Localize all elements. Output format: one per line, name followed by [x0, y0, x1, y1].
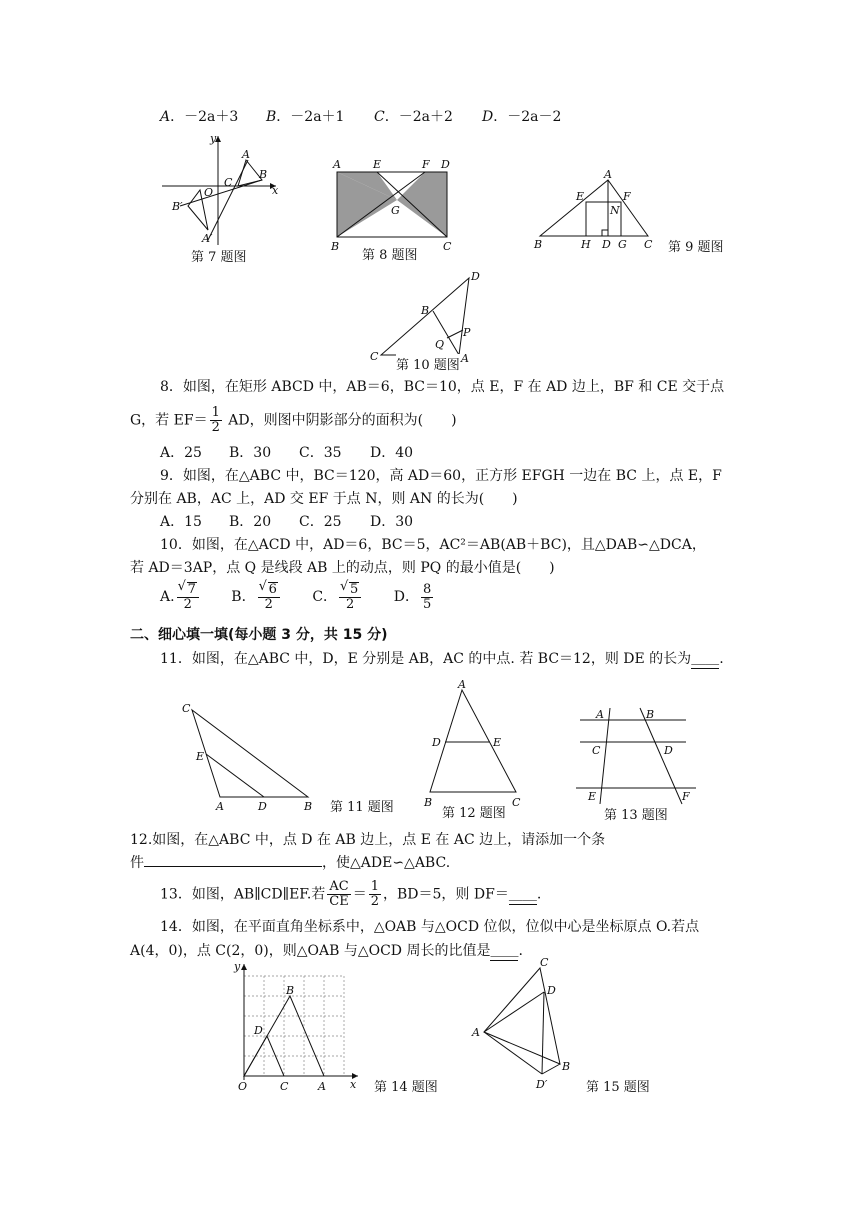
- q8-fraction: $\frac{1}{2}$: [211, 405, 220, 435]
- fig9-label: A: [604, 168, 612, 181]
- fig15-label: D′: [536, 1078, 548, 1091]
- fig14-label: A: [318, 1080, 326, 1093]
- fig7-label: A: [242, 148, 250, 161]
- figure-10: [365, 268, 490, 366]
- q12-blank: [144, 866, 322, 867]
- q8-option-a: A．25: [160, 445, 202, 461]
- fig9-caption: 第 9 题图: [668, 240, 724, 255]
- q14-blank: ＿＿: [490, 943, 519, 959]
- fig10-label: D: [471, 270, 480, 283]
- fig13-label: A: [596, 708, 604, 721]
- fig8-label: F: [422, 158, 430, 171]
- fig11-label: E: [196, 750, 205, 763]
- q9-option-c: C．25: [299, 514, 342, 530]
- q7-option-d: D．－2a－2: [482, 109, 562, 125]
- q14-line1: 14．如图，在平面直角坐标系中，△OAB 与△OCD 位似，位似中心是坐标原点 O.若点: [160, 919, 700, 935]
- fig10-label: C: [370, 350, 379, 363]
- q14-line2: A(4，0)，点 C(2，0)，则△OAB 与△OCD 周长的比值是＿＿.: [130, 943, 523, 959]
- fig8-label: G: [391, 204, 400, 217]
- q13-fraction-ac-ce: $\frac{AC}{CE}$: [329, 879, 349, 909]
- q10-line1: 10．如图，在△ACD 中，AD＝6，BC＝5，AC²＝AB(AB＋BC)，且△DAB∽△DCA，: [160, 537, 706, 553]
- fig10-caption: 第 10 题图: [396, 354, 460, 373]
- fig7-label: x: [272, 184, 279, 197]
- figure-13: [570, 700, 705, 810]
- fig7-label: B′: [172, 200, 183, 213]
- fig14-label: C: [280, 1080, 289, 1093]
- q12-line2: 件 ，使△ADE∽△ABC.: [130, 855, 451, 871]
- fig7-label: A′: [202, 232, 213, 245]
- fig7-label: B: [259, 168, 268, 181]
- fig8-label: B: [331, 240, 340, 253]
- q13-fraction-half: $\frac{1}{2}$: [370, 879, 380, 909]
- q7-option-c: C．－2a＋2: [374, 109, 453, 125]
- fig7-caption: 第 7 题图: [191, 250, 247, 265]
- figure-12: [420, 678, 530, 813]
- fig9-label: H: [581, 238, 591, 251]
- fig13-label: B: [646, 708, 655, 721]
- fig7-label: O: [204, 186, 214, 199]
- fig14-label: y: [234, 960, 241, 973]
- fig9-label: C: [644, 238, 653, 251]
- fig13-label: E: [588, 790, 597, 803]
- fig8-label: D: [441, 158, 450, 171]
- fig11-caption: 第 11 题图: [330, 800, 394, 815]
- fig15-caption: 第 15 题图: [586, 1080, 650, 1095]
- fig7-label: y: [210, 132, 217, 145]
- fig14-label: D: [254, 1024, 263, 1037]
- fig14-label: O: [238, 1080, 248, 1093]
- fig12-label: A: [458, 678, 466, 691]
- fig13-label: C: [592, 744, 601, 757]
- q9-line2: 分别在 AB，AC 上，AD 交 EF 于点 N，则 AN 的长为( ): [130, 491, 518, 507]
- fig12-label: B: [424, 796, 433, 809]
- fig12-caption: 第 12 题图: [442, 806, 506, 821]
- fig13-label: F: [682, 790, 690, 803]
- q9-option-d: D．30: [370, 514, 414, 530]
- q10-line2: 若 AD＝3AP，点 Q 是线段 AB 上的动点，则 PQ 的最小值是( ): [130, 560, 555, 576]
- fig9-label: B: [534, 238, 543, 251]
- q13-text: 13．如图，AB∥CD∥EF.若 $\frac{AC}{CE}$ ＝ $\frac{1}{2}$ ，BD＝5，则 DF＝＿＿.: [160, 879, 542, 909]
- fig10-label: Q: [435, 338, 445, 351]
- q8-option-c: C．35: [299, 445, 342, 461]
- fig12-label: C: [512, 796, 521, 809]
- figure-7: [150, 130, 290, 250]
- fig12-label: E: [493, 736, 502, 749]
- q13-blank: ＿＿: [508, 886, 537, 903]
- fig15-label: C: [540, 956, 549, 969]
- q8-line2: G，若 EF＝ $\frac{1}{2}$ AD，则图中阴影部分的面积为( ): [130, 405, 457, 435]
- fig10-label: A: [461, 352, 469, 365]
- q9-line1: 9．如图，在△ABC 中，BC＝120，高 AD＝60，正方形 EFGH 一边在 BC 上，点 E，F: [160, 468, 722, 484]
- q11-blank: ＿＿: [691, 651, 720, 667]
- fig11-label: A: [216, 800, 224, 813]
- fig15-label: D: [547, 984, 556, 997]
- q9-option-a: A．15: [160, 514, 202, 530]
- fig9-label: D: [602, 238, 611, 251]
- q8-option-b: B．30: [229, 445, 272, 461]
- figure-8: [325, 156, 460, 254]
- fig14-label: B: [286, 984, 295, 997]
- figure-9: [530, 168, 665, 252]
- fig8-caption: 第 8 题图: [362, 248, 418, 263]
- fig8-label: E: [373, 158, 382, 171]
- fig12-label: D: [432, 736, 441, 749]
- fig9-label: G: [618, 238, 627, 251]
- q11-text: 11．如图，在△ABC 中，D，E 分别是 AB，AC 的中点. 若 BC＝12，则 DE 的长为＿＿.: [160, 651, 724, 667]
- figure-15: [468, 956, 578, 1094]
- figure-11: [176, 700, 326, 815]
- q8-line1: 8．如图，在矩形 ABCD 中，AB＝6，BC＝10，点 E，F 在 AD 边上，BF 和 CE 交于点: [160, 379, 725, 395]
- fig15-label: A: [472, 1026, 480, 1039]
- q12-line1: 12.如图，在△ABC 中，点 D 在 AB 边上，点 E 在 AC 边上，请添加一个条: [130, 832, 606, 848]
- fig11-label: B: [304, 800, 313, 813]
- fig10-label: P: [463, 326, 471, 339]
- q9-option-b: B．20: [229, 514, 272, 530]
- fig9-label: N: [610, 204, 620, 217]
- fig10-label: B: [421, 304, 430, 317]
- fig14-caption: 第 14 题图: [374, 1080, 438, 1095]
- figure-14: [228, 958, 368, 1093]
- fig13-label: D: [664, 744, 673, 757]
- section-title: 二、细心填一填(每小题 3 分，共 15 分): [130, 627, 388, 643]
- fig11-label: D: [258, 800, 267, 813]
- q7-option-a: A．－2a＋3: [160, 109, 239, 125]
- fig9-label: F: [623, 190, 631, 203]
- fig8-label: A: [333, 158, 341, 171]
- fig11-label: C: [182, 702, 191, 715]
- q10-options: A. √ $\frac{7}{2}$ B． √ $\frac{6}{2}$ C． √ $\frac{5}{2}$ D． $\frac{8}{5}$: [160, 582, 435, 612]
- q7-option-b: B．－2a＋1: [266, 109, 345, 125]
- fig13-caption: 第 13 题图: [604, 804, 668, 823]
- q8-option-d: D．40: [370, 445, 414, 461]
- fig9-label: E: [576, 190, 585, 203]
- fig15-label: B: [562, 1060, 571, 1073]
- fig7-label: C: [224, 176, 233, 189]
- fig8-label: C: [443, 240, 452, 253]
- fig14-label: x: [350, 1078, 357, 1091]
